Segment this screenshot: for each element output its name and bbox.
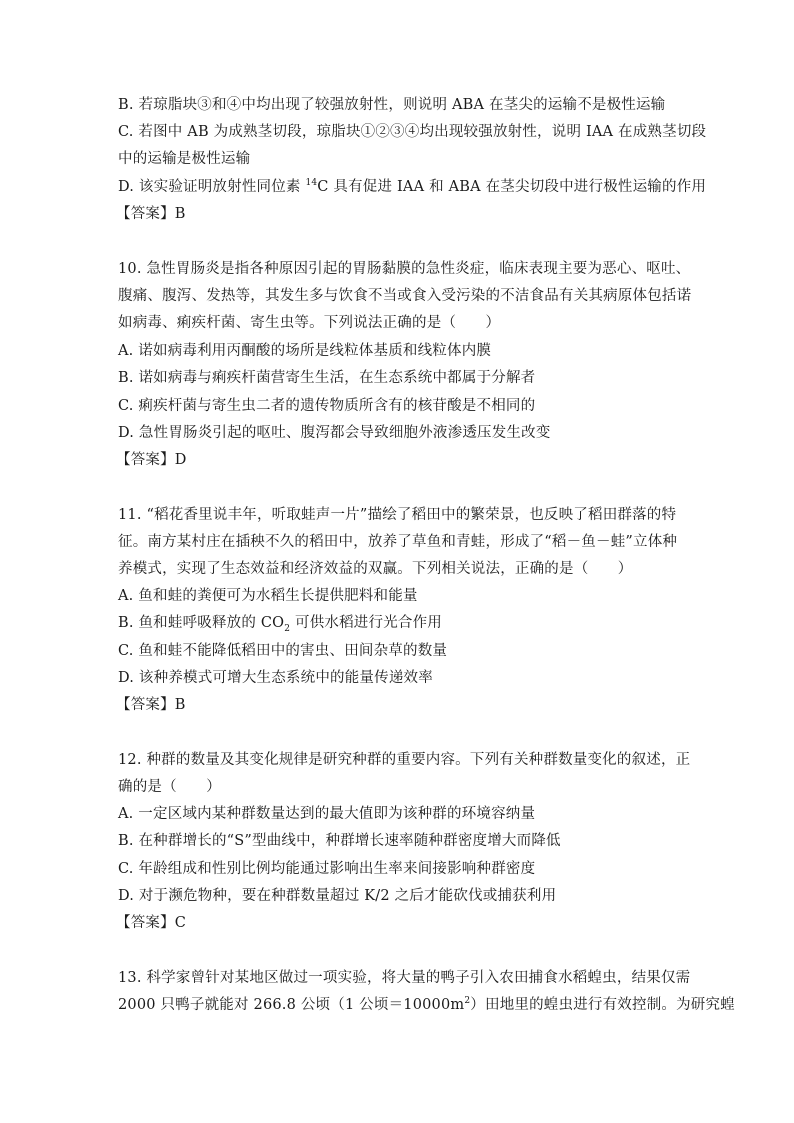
q11-option-d: D. 该种养模式可增大生态系统中的能量传递效率: [118, 670, 433, 686]
q13-stem-line2-pre: 2000 只鸭子就能对 266.8 公顷（1 公顷＝10000m: [118, 997, 465, 1013]
q12-option-b: B. 在种群增长的“S”型曲线中，种群增长速率随种群密度增大而降低: [118, 833, 561, 849]
q9-option-c-line1: C. 若图中 AB 为成熟茎切段，琼脂块①②③④均出现较强放射性，说明 IAA 在成熟茎切段: [118, 124, 707, 140]
q9-isotope-superscript: 14: [305, 178, 318, 189]
q10-stem-line1: 10. 急性胃肠炎是指各种原因引起的胃肠黏膜的急性炎症，临床表现主要为恶心、呕吐、: [118, 261, 691, 277]
q13-stem-line2-post: ）田地里的蝗虫进行有效控制。为研究蝗: [470, 997, 735, 1013]
q10-option-a: A. 诺如病毒利用丙酮酸的场所是线粒体基质和线粒体内膜: [118, 343, 492, 359]
q12-option-a: A. 一定区域内某种群数量达到的最大值即为该种群的环境容纳量: [118, 806, 536, 822]
q9-option-b: B. 若琼脂块③和④中均出现了较强放射性，则说明 ABA 在茎尖的运输不是极性运输: [118, 97, 666, 113]
q11-stem-line1: 11. “稻花香里说丰年，听取蛙声一片”描绘了稻田中的繁荣景，也反映了稻田群落的特: [118, 507, 677, 523]
q10-option-b: B. 诺如病毒与痢疾杆菌营寄生生活，在生态系统中都属于分解者: [118, 370, 536, 386]
q11-option-c: C. 鱼和蛙不能降低稻田中的害虫、田间杂草的数量: [118, 643, 448, 659]
q9-option-d: [118, 177, 706, 197]
q9-option-d-text-post: C 具有促进 IAA 和 ABA 在茎尖切段中进行极性运输的作用: [317, 179, 707, 195]
q13-stem-line1: 13. 科学家曾针对某地区做过一项实验，将大量的鸭子引入农田捕食水稻蝗虫，结果仅需: [118, 970, 691, 986]
q13-stem-line2: [118, 995, 735, 1015]
q11-stem-line3: 养模式，实现了生态效益和经济效益的双赢。下列相关说法，正确的是（ ）: [118, 561, 633, 577]
q12-option-d: D. 对于濒危物种，要在种群数量超过 K/2 之后才能砍伐或捕获利用: [118, 888, 557, 904]
q10-option-c: C. 痢疾杆菌与寄生虫二者的遗传物质所含有的核苷酸是不相同的: [118, 398, 536, 414]
q10-stem-line3: 如病毒、痢疾杆菌、寄生虫等。下列说法正确的是（ ）: [118, 315, 501, 331]
q11-stem-line2: 征。南方某村庄在插秧不久的稻田中，放养了草鱼和青蛙，形成了“稻－鱼－蛙”立体种: [118, 534, 678, 550]
q11-answer: 【答案】B: [116, 697, 186, 713]
q10-stem-line2: 腹痛、腹泻、发热等，其发生多与饮食不当或食入受污染的不洁食品有关其病原体包括诺: [118, 288, 692, 304]
q9-option-c-line2: 中的运输是极性运输: [118, 151, 251, 167]
q11-co2-subscript: 2: [284, 623, 291, 634]
q11-option-b-text-post: 可供水稻进行光合作用: [290, 615, 443, 631]
q10-option-d: D. 急性胃肠炎引起的呕吐、腹泻都会导致细胞外液渗透压发生改变: [118, 425, 551, 441]
q11-option-a: A. 鱼和蛙的粪便可为水稻生长提供肥料和能量: [118, 588, 418, 604]
q11-option-b: [118, 613, 442, 633]
q10-answer: 【答案】D: [116, 452, 187, 468]
q12-stem-line2: 确的是（ ）: [118, 779, 221, 795]
q9-answer: 【答案】B: [116, 206, 186, 222]
q12-answer: 【答案】C: [116, 915, 187, 931]
q12-stem-line1: 12. 种群的数量及其变化规律是研究种群的重要内容。下列有关种群数量变化的叙述，正: [118, 752, 691, 768]
q9-option-d-text-pre: D. 该实验证明放射性同位素: [118, 179, 306, 195]
q13-area-superscript: 2: [464, 996, 471, 1007]
q12-option-c: C. 年龄组成和性别比例均能通过影响出生率来间接影响种群密度: [118, 861, 536, 877]
q11-option-b-text-pre: B. 鱼和蛙呼吸释放的 CO: [118, 615, 285, 631]
